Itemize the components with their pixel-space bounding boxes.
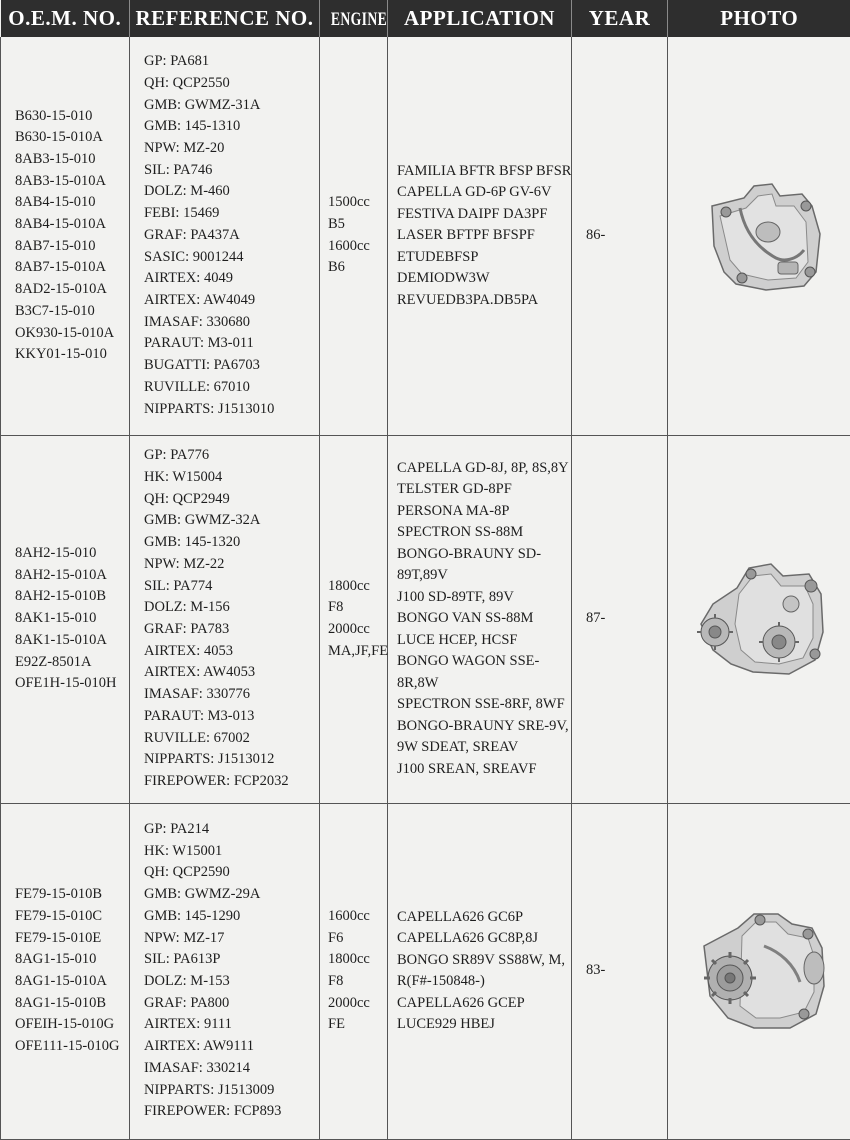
application-model: CAPELLA GD-6P GV-6V bbox=[397, 182, 571, 204]
reference-number: PARAUT: M3-013 bbox=[144, 706, 319, 728]
reference-number: GRAF: PA800 bbox=[144, 993, 319, 1015]
oem-number: B3C7-15-010 bbox=[15, 301, 129, 323]
oem-number: 8AH2-15-010A bbox=[15, 565, 129, 587]
reference-number: IMASAF: 330214 bbox=[144, 1058, 319, 1080]
reference-cell bbox=[130, 803, 320, 1139]
reference-number: GMB: 145-1290 bbox=[144, 906, 319, 928]
application-model: BONGO-BRAUNY SD- bbox=[397, 544, 571, 566]
header-year: YEAR bbox=[572, 0, 668, 37]
year-value: 83- bbox=[586, 960, 667, 982]
engine-spec: F8 bbox=[328, 971, 387, 993]
reference-number: IMASAF: 330776 bbox=[144, 684, 319, 706]
oem-number: OFE1H-15-010H bbox=[15, 673, 129, 695]
reference-number: AIRTEX: 4053 bbox=[144, 641, 319, 663]
reference-number: SIL: PA774 bbox=[144, 576, 319, 598]
application-cell bbox=[388, 803, 572, 1139]
oem-number: FE79-15-010B bbox=[15, 884, 129, 906]
reference-number: GP: PA214 bbox=[144, 819, 319, 841]
application-model: J100 SREAN, SREAVF bbox=[397, 759, 571, 781]
application-model: DEMIODW3W bbox=[397, 268, 571, 290]
reference-number: NPW: MZ-22 bbox=[144, 554, 319, 576]
reference-number: GP: PA681 bbox=[144, 51, 319, 73]
reference-number: GMB: GWMZ-29A bbox=[144, 884, 319, 906]
photo-cell bbox=[668, 435, 850, 803]
application-model: LUCE929 HBEJ bbox=[397, 1014, 571, 1036]
reference-number: QH: QCP2550 bbox=[144, 73, 319, 95]
oem-number: 8AB7-15-010A bbox=[15, 257, 129, 279]
reference-number: PARAUT: M3-011 bbox=[144, 333, 319, 355]
oem-number: 8AD2-15-010A bbox=[15, 279, 129, 301]
application-model: PERSONA MA-8P bbox=[397, 501, 571, 523]
application-model: 89T,89V bbox=[397, 565, 571, 587]
header-engine bbox=[320, 0, 388, 37]
reference-number: NIPPARTS: J1513010 bbox=[144, 399, 319, 421]
oem-number: FE79-15-010E bbox=[15, 928, 129, 950]
reference-number: NIPPARTS: J1513009 bbox=[144, 1080, 319, 1102]
application-model: J100 SD-89TF, 89V bbox=[397, 587, 571, 609]
application-model: BONGO WAGON SSE- bbox=[397, 651, 571, 673]
application-model: R(F#-150848-) bbox=[397, 971, 571, 993]
reference-number: GMB: 145-1310 bbox=[144, 116, 319, 138]
oem-number: KKY01-15-010 bbox=[15, 344, 129, 366]
application-model: CAPELLA626 GC8P,8J bbox=[397, 928, 571, 950]
water-pump-photo-2 bbox=[679, 554, 839, 684]
oem-number: 8AB3-15-010 bbox=[15, 149, 129, 171]
engine-cell bbox=[320, 803, 388, 1139]
engine-spec: 1600cc bbox=[328, 236, 387, 258]
application-model: REVUEDB3PA.DB5PA bbox=[397, 290, 571, 312]
oem-number: OK930-15-010A bbox=[15, 323, 129, 345]
reference-number: NIPPARTS: J1513012 bbox=[144, 749, 319, 771]
reference-number: GRAF: PA783 bbox=[144, 619, 319, 641]
application-model: LUCE HCEP, HCSF bbox=[397, 630, 571, 652]
reference-number: DOLZ: M-156 bbox=[144, 597, 319, 619]
water-pump-photo-1 bbox=[684, 176, 834, 296]
year-cell bbox=[572, 435, 668, 803]
header-reference: REFERENCE NO. bbox=[130, 0, 320, 37]
oem-number: 8AG1-15-010B bbox=[15, 993, 129, 1015]
oem-number: 8AB4-15-010 bbox=[15, 192, 129, 214]
reference-number: QH: QCP2590 bbox=[144, 862, 319, 884]
engine-spec: 1600cc bbox=[328, 906, 387, 928]
reference-number: GMB: GWMZ-32A bbox=[144, 510, 319, 532]
reference-number: GMB: 145-1320 bbox=[144, 532, 319, 554]
photo-cell bbox=[668, 803, 850, 1139]
reference-number: NPW: MZ-20 bbox=[144, 138, 319, 160]
reference-number: RUVILLE: 67002 bbox=[144, 728, 319, 750]
year-cell bbox=[572, 37, 668, 435]
application-cell bbox=[388, 435, 572, 803]
application-model: TELSTER GD-8PF bbox=[397, 479, 571, 501]
oem-number: E92Z-8501A bbox=[15, 652, 129, 674]
reference-number: NPW: MZ-17 bbox=[144, 928, 319, 950]
engine-spec: B5 bbox=[328, 214, 387, 236]
oem-number: 8AG1-15-010A bbox=[15, 971, 129, 993]
table-row bbox=[1, 803, 850, 1139]
engine-spec: 1800cc bbox=[328, 576, 387, 598]
reference-number: RUVILLE: 67010 bbox=[144, 377, 319, 399]
reference-number: HK: W15004 bbox=[144, 467, 319, 489]
application-model: CAPELLA GD-8J, 8P, 8S,8Y bbox=[397, 458, 571, 480]
application-model: SPECTRON SS-88M bbox=[397, 522, 571, 544]
application-model: FESTIVA DAIPF DA3PF bbox=[397, 204, 571, 226]
reference-number: DOLZ: M-153 bbox=[144, 971, 319, 993]
oem-cell bbox=[1, 37, 130, 435]
reference-number: IMASAF: 330680 bbox=[144, 312, 319, 334]
oem-number: OFE111-15-010G bbox=[15, 1036, 129, 1058]
oem-number: B630-15-010 bbox=[15, 106, 129, 128]
application-model: ETUDEBFSP bbox=[397, 247, 571, 269]
year-cell bbox=[572, 803, 668, 1139]
engine-spec: 1800cc bbox=[328, 949, 387, 971]
engine-spec: 2000cc bbox=[328, 619, 387, 641]
application-model: 8R,8W bbox=[397, 673, 571, 695]
reference-number: AIRTEX: AW4053 bbox=[144, 662, 319, 684]
reference-number: SIL: PA613P bbox=[144, 949, 319, 971]
reference-number: QH: QCP2949 bbox=[144, 489, 319, 511]
engine-spec: MA,JF,FE bbox=[328, 641, 387, 663]
application-model: SPECTRON SSE-8RF, 8WF bbox=[397, 694, 571, 716]
engine-spec: FE bbox=[328, 1014, 387, 1036]
oem-cell bbox=[1, 803, 130, 1139]
oem-number: 8AH2-15-010 bbox=[15, 543, 129, 565]
oem-number: 8AG1-15-010 bbox=[15, 949, 129, 971]
reference-number: GRAF: PA437A bbox=[144, 225, 319, 247]
header-row bbox=[1, 0, 850, 37]
application-model: LASER BFTPF BFSPF bbox=[397, 225, 571, 247]
year-value: 86- bbox=[586, 225, 667, 247]
application-model: BONGO VAN SS-88M bbox=[397, 608, 571, 630]
oem-number: 8AB7-15-010 bbox=[15, 236, 129, 258]
oem-number: OFEIH-15-010G bbox=[15, 1014, 129, 1036]
water-pump-photo-3 bbox=[684, 906, 834, 1036]
header-oem: O.E.M. NO. bbox=[1, 0, 130, 37]
engine-cell bbox=[320, 37, 388, 435]
oem-cell bbox=[1, 435, 130, 803]
application-model: BONGO-BRAUNY SRE-9V, bbox=[397, 716, 571, 738]
year-value: 87- bbox=[586, 608, 667, 630]
application-model: 9W SDEAT, SREAV bbox=[397, 737, 571, 759]
reference-number: FIREPOWER: FCP893 bbox=[144, 1101, 319, 1123]
engine-spec: F8 bbox=[328, 597, 387, 619]
reference-number: SIL: PA746 bbox=[144, 160, 319, 182]
reference-number: DOLZ: M-460 bbox=[144, 181, 319, 203]
reference-number: SASIC: 9001244 bbox=[144, 247, 319, 269]
engine-cell bbox=[320, 435, 388, 803]
oem-number: 8AB4-15-010A bbox=[15, 214, 129, 236]
application-cell bbox=[388, 37, 572, 435]
reference-number: BUGATTI: PA6703 bbox=[144, 355, 319, 377]
reference-number: FIREPOWER: FCP2032 bbox=[144, 771, 319, 793]
oem-number: B630-15-010A bbox=[15, 127, 129, 149]
reference-number: HK: W15001 bbox=[144, 841, 319, 863]
reference-number: AIRTEX: AW9111 bbox=[144, 1036, 319, 1058]
application-model: CAPELLA626 GC6P bbox=[397, 907, 571, 929]
oem-number: 8AK1-15-010 bbox=[15, 608, 129, 630]
engine-spec: B6 bbox=[328, 257, 387, 279]
application-model: FAMILIA BFTR BFSP BFSR bbox=[397, 161, 571, 183]
reference-cell bbox=[130, 435, 320, 803]
oem-number: 8AH2-15-010B bbox=[15, 586, 129, 608]
application-model: CAPELLA626 GCEP bbox=[397, 993, 571, 1015]
header-photo: PHOTO bbox=[668, 0, 850, 37]
header-application: APPLICATION bbox=[388, 0, 572, 37]
table-row bbox=[1, 435, 850, 803]
reference-number: AIRTEX: 4049 bbox=[144, 268, 319, 290]
oem-number: 8AB3-15-010A bbox=[15, 171, 129, 193]
header-engine-label: ENGINE bbox=[331, 9, 387, 31]
reference-number: FEBI: 15469 bbox=[144, 203, 319, 225]
table-row bbox=[1, 37, 850, 435]
photo-cell bbox=[668, 37, 850, 435]
engine-spec: F6 bbox=[328, 928, 387, 950]
engine-spec: 1500cc bbox=[328, 192, 387, 214]
application-model: BONGO SR89V SS88W, M, bbox=[397, 950, 571, 972]
engine-spec: 2000cc bbox=[328, 993, 387, 1015]
reference-cell bbox=[130, 37, 320, 435]
oem-number: 8AK1-15-010A bbox=[15, 630, 129, 652]
reference-number: GMB: GWMZ-31A bbox=[144, 95, 319, 117]
reference-number: AIRTEX: AW4049 bbox=[144, 290, 319, 312]
reference-number: GP: PA776 bbox=[144, 445, 319, 467]
oem-number: FE79-15-010C bbox=[15, 906, 129, 928]
reference-number: AIRTEX: 9111 bbox=[144, 1014, 319, 1036]
